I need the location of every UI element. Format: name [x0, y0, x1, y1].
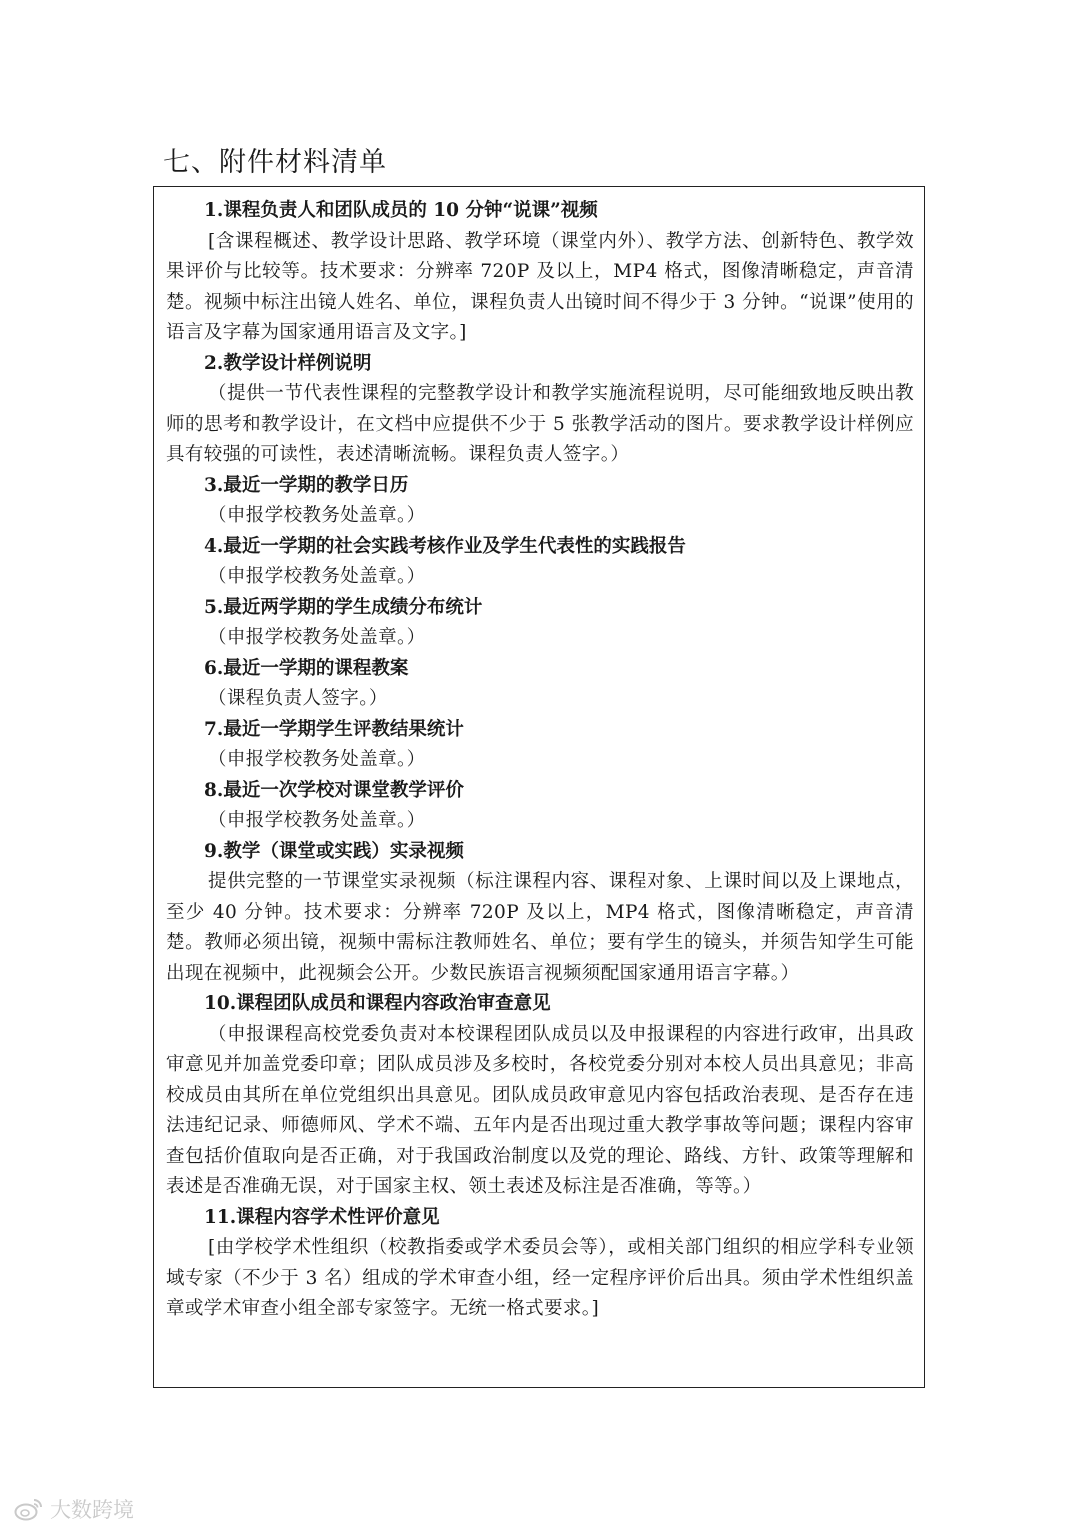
item-title: 8.最近一次学校对课堂教学评价 — [204, 779, 464, 801]
list-item — [166, 715, 914, 776]
list-item — [166, 593, 914, 654]
list-item — [166, 349, 914, 471]
item-description: [含课程概述、教学设计思路、教学环境（课堂内外）、教学方法、创新特色、教学效果评价与比较等。技术要求：分辨率 720P 及以上，MP4 格式，图像清晰稳定，声音清楚。视频中标注出镜人姓名、单位，课程负责人出镜时间不得少于 3 分钟。“说课”使用的语言及字幕为国家通用语言及文字。] — [166, 230, 914, 343]
item-description: （申报学校教务处盖章。） — [208, 749, 426, 770]
list-item — [166, 1203, 914, 1325]
item-description: （申报学校教务处盖章。） — [208, 566, 426, 587]
item-description: （申报学校教务处盖章。） — [208, 810, 426, 831]
item-title: 4.最近一学期的社会实践考核作业及学生代表性的实践报告 — [204, 535, 686, 557]
item-description: [由学校学术性组织（校教指委或学术委员会等），或相关部门组织的相应学科专业领域专家（不少于 3 名）组成的学术审查小组，经一定程序评价后出具。须由学术性组织盖章或学术审查小组全部专家签字。无统一格式要求。] — [166, 1237, 914, 1319]
item-title: 10.课程团队成员和课程内容政治审查意见 — [204, 993, 551, 1014]
list-item — [166, 196, 914, 349]
list-item — [166, 471, 914, 532]
attachment-list-box — [153, 186, 925, 1388]
item-title: 6.最近一学期的课程教案 — [204, 657, 409, 679]
section-title: 七、附件材料清单 — [163, 147, 387, 178]
item-description: （提供一节代表性课程的完整教学设计和教学实施流程说明，尽可能细致地反映出教师的思考和教学设计，在文档中应提供不少于 5 张教学活动的图片。要求教学设计样例应具有较强的可读性，表述清晰流畅。课程负责人签字。） — [166, 383, 914, 465]
watermark-text: 大数跨境 — [50, 1498, 134, 1522]
item-title: 3.最近一学期的教学日历 — [204, 474, 409, 496]
item-title: 5.最近两学期的学生成绩分布统计 — [204, 596, 483, 618]
item-title: 2.教学设计样例说明 — [204, 352, 372, 374]
item-title: 1.课程负责人和团队成员的 10 分钟“说课”视频 — [204, 200, 598, 221]
item-title: 9.教学（课堂或实践）实录视频 — [204, 840, 464, 862]
item-description: （课程负责人签字。） — [208, 688, 388, 709]
item-description: （申报课程高校党委负责对本校课程团队成员以及申报课程的内容进行政审，出具政审意见并加盖党委印章；团队成员涉及多校时，各校党委分别对本校人员出具意见；非高校成员由其所在单位党组织出具意见。团队成员政审意见内容包括政治表现、是否存在违法违纪记录、师德师风、学术不端、五年内是否出现过重大教学事故等问题；课程内容审查包括价值取向是否正确，对于我国政治制度以及党的理论、路线、方针、政策等理解和表述是否准确无误，对于国家主权、领土表述及标注是否准确，等等。） — [166, 1023, 914, 1197]
item-title: 11.课程内容学术性评价意见 — [204, 1206, 440, 1228]
item-description: 提供完整的一节课堂实录视频（标注课程内容、课程对象、上课时间以及上课地点，至少 40 分钟。技术要求：分辨率 720P 及以上，MP4 格式，图像清晰稳定，声音清楚。教师必须出镜，视频中需标注教师姓名、单位；要有学生的镜头，并须告知学生可能出现在视频中，此视频会公开。少数民族语言视频须配国家通用语言字幕。） — [166, 871, 914, 984]
list-item — [166, 837, 914, 990]
item-description: （申报学校教务处盖章。） — [208, 627, 426, 648]
item-description: （申报学校教务处盖章。） — [208, 505, 426, 526]
weibo-logo-icon — [14, 1497, 44, 1521]
watermark — [14, 1494, 134, 1524]
list-item — [166, 776, 914, 837]
list-item — [166, 654, 914, 715]
list-item — [166, 532, 914, 593]
list-item — [166, 989, 914, 1203]
item-title: 7.最近一学期学生评教结果统计 — [204, 718, 464, 740]
